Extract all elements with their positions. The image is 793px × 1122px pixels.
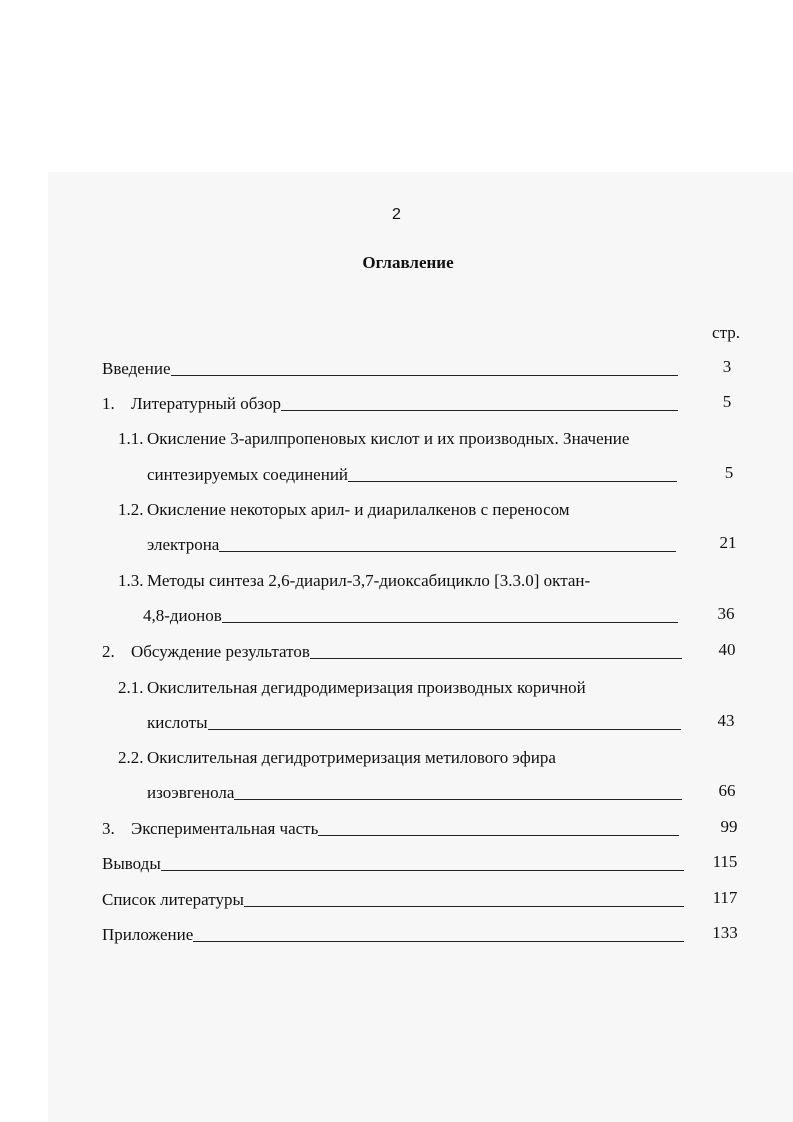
toc-entry-1-1-continuation[interactable] <box>147 461 677 485</box>
toc-entry-1-3-continuation[interactable] <box>143 602 678 626</box>
leader-line <box>193 941 684 942</box>
toc-entry-title-cont: изоэвгенола <box>147 783 235 802</box>
toc-entry-2-2-continuation[interactable] <box>147 779 682 803</box>
toc-entry-page: 117 <box>712 888 738 907</box>
toc-entry-title-cont: 4,8-дионов <box>143 606 222 625</box>
leader-line <box>318 835 679 836</box>
toc-entry-title: Литературный обзор <box>131 394 282 413</box>
toc-entry-page: 5 <box>724 463 734 482</box>
toc-entry-number: 1.1. <box>118 429 144 448</box>
leader-line <box>219 551 676 552</box>
toc-entry-page: 133 <box>712 923 738 942</box>
toc-entry-title: Обсуждение результатов <box>131 642 310 661</box>
toc-entry-title: Окислительная дегидротримеризация метилового эфира <box>147 748 556 767</box>
toc-entry-1-2-continuation[interactable] <box>147 531 676 555</box>
leader-line <box>281 410 678 411</box>
toc-entry-conclusions[interactable] <box>102 850 684 874</box>
toc-entry-title: Методы синтеза 2,6-диарил-3,7-диоксабицикло [3.3.0] октан- <box>147 571 591 590</box>
toc-entry-number: 1.3. <box>118 571 144 590</box>
toc-entry-page: 21 <box>719 533 737 552</box>
toc-entry-number: 1.2. <box>118 500 144 519</box>
leader-line <box>310 658 682 659</box>
toc-entry-experimental[interactable] <box>102 815 679 839</box>
toc-entry-page: 40 <box>718 640 736 659</box>
toc-entry-title: Окисление некоторых арил- и диарилалкенов с переносом <box>147 500 570 519</box>
leader-line <box>161 870 684 871</box>
toc-entry-literature-review[interactable] <box>102 390 678 414</box>
toc-entry-page: 5 <box>722 392 732 411</box>
toc-entry-number: 2.1. <box>118 678 144 697</box>
toc-entry-references[interactable] <box>102 886 684 910</box>
toc-entry-title-cont: электрона <box>147 535 220 554</box>
toc-entry-number: 1. <box>102 394 115 413</box>
toc-entry-page: 115 <box>712 852 738 871</box>
toc-entry-page: 43 <box>717 711 735 730</box>
toc-entry-2-1[interactable] <box>118 674 698 698</box>
page-column-header: стр. <box>712 323 740 342</box>
toc-entry-appendix[interactable] <box>102 921 684 945</box>
toc-entry-title-cont: синтезируемых соединений <box>147 465 349 484</box>
toc-entry-page: 99 <box>720 817 738 836</box>
toc-entry-page: 66 <box>718 781 736 800</box>
leader-line <box>171 375 678 376</box>
toc-entry-title: Окисление 3-арилпропеновых кислот и их производных. Значение <box>147 429 630 448</box>
toc-entry-2-1-continuation[interactable] <box>147 709 681 733</box>
toc-entry-number: 3. <box>102 819 115 838</box>
toc-entry-title: Введение <box>102 359 171 378</box>
leader-line <box>222 622 678 623</box>
page-number: 2 <box>392 206 401 223</box>
leader-line <box>348 481 677 482</box>
toc-entry-page: 3 <box>722 357 732 376</box>
toc-entry-title-cont: кислоты <box>147 713 208 732</box>
toc-entry-1-2[interactable] <box>118 496 698 520</box>
toc-entry-number: 2. <box>102 642 115 661</box>
toc-entry-page: 36 <box>717 604 735 623</box>
toc-entry-title: Окислительная дегидродимеризация производных коричной <box>147 678 586 697</box>
toc-entry-title: Приложение <box>102 925 194 944</box>
toc-entry-title: Экспериментальная часть <box>131 819 319 838</box>
toc-entry-introduction[interactable] <box>102 355 678 379</box>
toc-entry-2-2[interactable] <box>118 744 698 768</box>
toc-entry-1-1[interactable] <box>118 425 698 449</box>
leader-line <box>208 729 681 730</box>
toc-entry-discussion[interactable] <box>102 638 682 662</box>
toc-entry-title: Список литературы <box>102 890 244 909</box>
toc-entry-number: 2.2. <box>118 748 144 767</box>
leader-line <box>244 906 684 907</box>
toc-entry-1-3[interactable] <box>118 567 718 591</box>
toc-entry-title: Выводы <box>102 854 161 873</box>
toc-title: Оглавление <box>362 253 454 272</box>
leader-line <box>234 799 682 800</box>
